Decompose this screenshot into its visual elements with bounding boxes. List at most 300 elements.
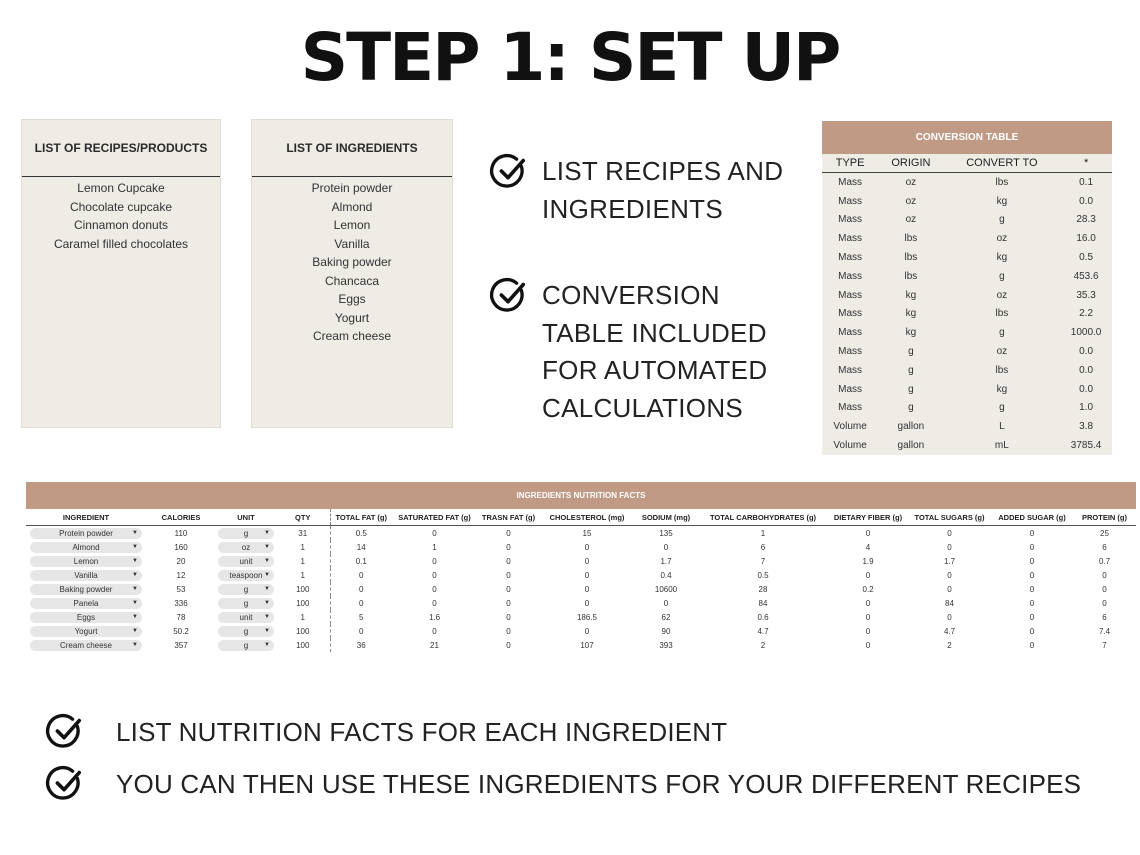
conversion-cell[interactable]: g bbox=[878, 342, 943, 361]
conversion-cell[interactable]: g bbox=[944, 211, 1061, 230]
dropdown-arrow-icon[interactable]: ▼ bbox=[132, 557, 138, 564]
nutrition-cell[interactable]: 90 bbox=[661, 626, 671, 636]
conversion-cell[interactable]: lbs bbox=[944, 305, 1061, 324]
recipes-panel bbox=[21, 119, 221, 428]
nutrition-cell[interactable] bbox=[216, 526, 276, 541]
nutrition-cell[interactable]: 0.5 bbox=[355, 528, 367, 538]
check-circle-icon bbox=[490, 277, 528, 315]
nutrition-header-cell: QTY bbox=[276, 509, 330, 526]
conversion-row bbox=[822, 286, 1112, 305]
ingredient-select[interactable] bbox=[30, 612, 142, 623]
conversion-header-cell: * bbox=[1060, 154, 1112, 173]
nutrition-cell[interactable]: 0 bbox=[584, 598, 590, 608]
nutrition-cell[interactable]: 0 bbox=[1029, 612, 1035, 622]
conversion-cell[interactable]: oz bbox=[878, 173, 943, 192]
check-circle-icon bbox=[46, 713, 84, 751]
ingredient-item[interactable]: Cream cheese bbox=[312, 329, 392, 343]
nutrition-cell[interactable] bbox=[26, 638, 146, 652]
nutrition-cell[interactable]: 100 bbox=[276, 638, 330, 652]
recipes-panel-header: LIST OF RECIPES/PRODUCTS bbox=[22, 120, 220, 177]
nutrition-cell[interactable]: 0 bbox=[1029, 528, 1035, 538]
conversion-cell[interactable]: Mass bbox=[822, 286, 878, 305]
ingredients-list bbox=[252, 177, 452, 346]
ingredient-item[interactable]: Lemon bbox=[333, 218, 371, 232]
feature-2-line-4: CALCULATIONS bbox=[542, 392, 744, 423]
nutrition-cell[interactable]: 1 bbox=[760, 528, 766, 538]
nutrition-cell[interactable]: 0 bbox=[1102, 584, 1107, 594]
nutrition-cell[interactable] bbox=[26, 610, 146, 624]
ingredient-item[interactable]: Eggs bbox=[338, 292, 366, 306]
conversion-cell[interactable]: 0.1 bbox=[1060, 173, 1112, 192]
conversion-cell[interactable]: oz bbox=[944, 229, 1061, 248]
conversion-cell[interactable]: oz bbox=[878, 211, 943, 230]
ingredient-item[interactable]: Almond bbox=[331, 199, 373, 214]
nutrition-cell[interactable]: 0 bbox=[432, 626, 437, 636]
dropdown-arrow-icon[interactable]: ▼ bbox=[132, 641, 138, 648]
nutrition-cell[interactable]: 0 bbox=[584, 570, 590, 580]
conversion-cell[interactable]: 0.0 bbox=[1060, 342, 1112, 361]
nutrition-cell[interactable] bbox=[26, 554, 146, 568]
nutrition-cell[interactable]: 4 bbox=[865, 542, 871, 552]
ingredient-item[interactable]: Vanilla bbox=[334, 236, 370, 251]
conversion-row bbox=[822, 248, 1112, 267]
conversion-cell[interactable]: lbs bbox=[944, 173, 1061, 192]
nutrition-cell[interactable]: 0 bbox=[432, 598, 437, 608]
dropdown-arrow-icon[interactable]: ▼ bbox=[264, 529, 270, 536]
dropdown-arrow-icon[interactable]: ▼ bbox=[264, 627, 270, 634]
nutrition-cell[interactable]: 100 bbox=[276, 624, 330, 638]
feature-2-line-1: CONVERSION bbox=[542, 280, 720, 310]
conversion-row bbox=[822, 305, 1112, 324]
conversion-cell[interactable]: kg bbox=[878, 323, 943, 342]
nutrition-cell[interactable]: 2 bbox=[760, 640, 766, 650]
nutrition-cell[interactable]: 0 bbox=[506, 626, 511, 636]
nutrition-cell[interactable]: 0 bbox=[359, 626, 364, 636]
recipe-item[interactable]: Caramel filled chocolates bbox=[53, 236, 189, 251]
bullet-2-text: YOU CAN THEN USE THESE INGREDIENTS FOR YOUR DIFFERENT RECIPES bbox=[116, 768, 1082, 799]
select-value: Eggs bbox=[76, 612, 96, 622]
select-value: Lemon bbox=[73, 556, 99, 566]
conversion-header-cell: ORIGIN bbox=[878, 154, 943, 173]
conversion-cell[interactable]: kg bbox=[944, 380, 1061, 399]
conversion-cell[interactable]: g bbox=[878, 399, 943, 418]
conversion-cell[interactable]: 3.8 bbox=[1060, 417, 1112, 436]
nutrition-cell[interactable]: 7.4 bbox=[1098, 626, 1111, 636]
conversion-table-title: CONVERSION TABLE bbox=[822, 121, 1112, 154]
feature-conversion-table bbox=[490, 277, 767, 427]
nutrition-cell[interactable]: 21 bbox=[430, 640, 439, 650]
ingredient-select[interactable] bbox=[30, 570, 142, 581]
conversion-cell[interactable]: gallon bbox=[878, 436, 943, 455]
nutrition-cell[interactable]: 0 bbox=[663, 542, 669, 552]
nutrition-cell[interactable]: 1 bbox=[276, 610, 330, 624]
conversion-cell[interactable]: 0.5 bbox=[1060, 248, 1112, 267]
select-value: Cream cheese bbox=[59, 640, 113, 650]
conversion-cell[interactable]: g bbox=[944, 267, 1061, 286]
nutrition-cell[interactable]: 0 bbox=[865, 598, 871, 608]
nutrition-cell[interactable]: 14 bbox=[356, 542, 366, 552]
dropdown-arrow-icon[interactable]: ▼ bbox=[264, 613, 270, 620]
conversion-row bbox=[822, 173, 1112, 192]
conversion-header-cell: TYPE bbox=[822, 154, 878, 173]
nutrition-cell[interactable] bbox=[216, 610, 276, 624]
nutrition-cell[interactable]: 0 bbox=[584, 542, 590, 552]
nutrition-cell[interactable] bbox=[216, 596, 276, 610]
nutrition-header-cell: CHOLESTEROL (mg) bbox=[540, 509, 634, 526]
conversion-row bbox=[822, 361, 1112, 380]
nutrition-cell[interactable]: 1 bbox=[432, 542, 437, 552]
nutrition-cell[interactable]: 84 bbox=[945, 598, 954, 608]
nutrition-cell[interactable]: 5 bbox=[359, 612, 364, 622]
conversion-cell[interactable]: Mass bbox=[822, 267, 878, 286]
ingredient-select[interactable] bbox=[30, 528, 142, 539]
dropdown-arrow-icon[interactable]: ▼ bbox=[264, 543, 270, 550]
nutrition-cell[interactable]: 0 bbox=[1029, 626, 1035, 636]
dropdown-arrow-icon[interactable]: ▼ bbox=[264, 599, 270, 606]
dropdown-arrow-icon[interactable]: ▼ bbox=[132, 529, 138, 536]
nutrition-cell[interactable]: 0.2 bbox=[862, 584, 874, 594]
select-value: Almond bbox=[72, 542, 100, 552]
nutrition-cell[interactable]: 0 bbox=[947, 528, 952, 538]
conversion-cell[interactable]: 1.0 bbox=[1060, 399, 1112, 418]
unit-select[interactable] bbox=[218, 626, 274, 637]
nutrition-cell[interactable]: 0 bbox=[865, 612, 871, 622]
dropdown-arrow-icon[interactable]: ▼ bbox=[132, 543, 138, 550]
nutrition-cell[interactable]: 1.9 bbox=[862, 556, 874, 566]
nutrition-cell[interactable]: 1 bbox=[276, 568, 330, 582]
conversion-cell[interactable]: g bbox=[944, 323, 1061, 342]
nutrition-cell[interactable]: 78 bbox=[176, 612, 186, 622]
nutrition-cell[interactable]: 7 bbox=[1102, 640, 1107, 650]
nutrition-cell[interactable]: 1 bbox=[276, 554, 330, 568]
conversion-cell[interactable]: 3785.4 bbox=[1060, 436, 1112, 455]
ingredients-panel bbox=[251, 119, 453, 428]
nutrition-cell[interactable]: 50.2 bbox=[173, 626, 189, 636]
nutrition-cell[interactable]: 0.4 bbox=[660, 570, 672, 580]
conversion-cell[interactable]: kg bbox=[944, 192, 1061, 211]
recipe-item[interactable]: Chocolate cupcake bbox=[69, 199, 173, 214]
nutrition-cell[interactable]: 0 bbox=[865, 626, 871, 636]
dropdown-arrow-icon[interactable]: ▼ bbox=[132, 613, 138, 620]
select-value: unit bbox=[239, 612, 253, 622]
nutrition-cell[interactable]: 0 bbox=[1029, 556, 1035, 566]
nutrition-cell[interactable]: 0 bbox=[1029, 598, 1035, 608]
conversion-cell[interactable]: mL bbox=[944, 436, 1061, 455]
conversion-cell[interactable]: Mass bbox=[822, 361, 878, 380]
nutrition-cell[interactable]: 0 bbox=[432, 584, 437, 594]
nutrition-cell[interactable]: 0 bbox=[865, 528, 871, 538]
conversion-table bbox=[822, 121, 1112, 452]
nutrition-cell[interactable]: 28 bbox=[758, 584, 768, 594]
nutrition-header-cell: DIETARY FIBER (g) bbox=[828, 509, 908, 526]
dropdown-arrow-icon[interactable]: ▼ bbox=[264, 557, 270, 564]
nutrition-cell[interactable]: 0 bbox=[1029, 640, 1035, 650]
conversion-row bbox=[822, 192, 1112, 211]
unit-select[interactable] bbox=[218, 640, 274, 651]
nutrition-row bbox=[26, 624, 1136, 638]
nutrition-row bbox=[26, 554, 1136, 568]
feature-1-line-1: LIST RECIPES AND bbox=[542, 156, 784, 186]
ingredient-item[interactable]: Chancaca bbox=[324, 273, 380, 288]
conversion-header-cell: CONVERT TO bbox=[944, 154, 1061, 173]
nutrition-table-title: INGREDIENTS NUTRITION FACTS bbox=[26, 482, 1136, 509]
conversion-cell[interactable]: Mass bbox=[822, 248, 878, 267]
conversion-cell[interactable]: 35.3 bbox=[1060, 286, 1112, 305]
nutrition-cell[interactable]: 0 bbox=[506, 598, 511, 608]
unit-select[interactable] bbox=[218, 556, 274, 567]
nutrition-cell[interactable]: 6 bbox=[1102, 612, 1107, 622]
nutrition-row bbox=[26, 638, 1136, 652]
nutrition-cell[interactable]: 0 bbox=[506, 542, 511, 552]
nutrition-cell[interactable]: 20 bbox=[176, 556, 186, 566]
nutrition-cell[interactable] bbox=[26, 582, 146, 596]
dropdown-arrow-icon[interactable]: ▼ bbox=[132, 627, 138, 634]
nutrition-cell[interactable]: 160 bbox=[174, 542, 188, 552]
select-value: Yogurt bbox=[74, 626, 98, 636]
nutrition-cell[interactable]: 0 bbox=[584, 584, 590, 594]
conversion-cell[interactable]: gallon bbox=[878, 417, 943, 436]
nutrition-cell[interactable]: 31 bbox=[276, 526, 330, 541]
conversion-cell[interactable]: 0.0 bbox=[1060, 380, 1112, 399]
nutrition-cell[interactable]: 6 bbox=[760, 542, 766, 552]
conversion-cell[interactable]: oz bbox=[878, 192, 943, 211]
ingredient-select[interactable] bbox=[30, 542, 142, 553]
unit-select[interactable] bbox=[218, 612, 274, 623]
nutrition-cell[interactable]: 0 bbox=[947, 584, 952, 594]
ingredient-select[interactable] bbox=[30, 584, 142, 595]
ingredient-select[interactable] bbox=[30, 640, 142, 651]
ingredient-select[interactable] bbox=[30, 556, 142, 567]
nutrition-cell[interactable] bbox=[216, 554, 276, 568]
nutrition-cell[interactable] bbox=[216, 638, 276, 652]
conversion-cell[interactable]: 1000.0 bbox=[1060, 323, 1112, 342]
recipe-item[interactable]: Lemon Cupcake bbox=[77, 181, 165, 195]
ingredient-item[interactable]: Baking powder bbox=[312, 255, 392, 269]
nutrition-cell[interactable]: 0 bbox=[506, 584, 511, 594]
conversion-cell[interactable]: Mass bbox=[822, 305, 878, 324]
conversion-cell[interactable]: g bbox=[878, 361, 943, 380]
nutrition-cell[interactable]: 10600 bbox=[654, 584, 678, 594]
ingredient-item[interactable]: Protein powder bbox=[311, 181, 393, 195]
nutrition-cell[interactable] bbox=[26, 624, 146, 638]
select-value: Panela bbox=[73, 598, 99, 608]
unit-select[interactable] bbox=[218, 542, 274, 553]
nutrition-cell[interactable]: 110 bbox=[174, 528, 188, 538]
conversion-row bbox=[822, 417, 1112, 436]
nutrition-cell[interactable]: 0.6 bbox=[757, 612, 769, 622]
conversion-cell[interactable]: Mass bbox=[822, 380, 878, 399]
nutrition-cell[interactable]: 186.5 bbox=[576, 612, 598, 622]
nutrition-header-cell: CALORIES bbox=[146, 509, 216, 526]
nutrition-cell[interactable]: 0 bbox=[359, 570, 364, 580]
nutrition-cell[interactable]: 0.5 bbox=[757, 570, 769, 580]
nutrition-cell[interactable]: 0 bbox=[432, 556, 437, 566]
nutrition-cell[interactable] bbox=[216, 540, 276, 554]
nutrition-cell[interactable]: 336 bbox=[174, 598, 188, 608]
select-value: Protein powder bbox=[59, 528, 113, 538]
nutrition-cell[interactable] bbox=[216, 582, 276, 596]
dropdown-arrow-icon[interactable]: ▼ bbox=[264, 585, 270, 592]
nutrition-cell[interactable]: 0 bbox=[1029, 584, 1035, 594]
ingredients-panel-header: LIST OF INGREDIENTS bbox=[252, 120, 452, 177]
unit-select[interactable] bbox=[218, 528, 274, 539]
conversion-cell[interactable]: Mass bbox=[822, 399, 878, 418]
nutrition-cell[interactable]: 0 bbox=[663, 598, 669, 608]
ingredient-select[interactable] bbox=[30, 598, 142, 609]
nutrition-row bbox=[26, 610, 1136, 624]
nutrition-cell[interactable]: 4.7 bbox=[757, 626, 769, 636]
conversion-cell[interactable]: kg bbox=[878, 286, 943, 305]
nutrition-row bbox=[26, 596, 1136, 610]
conversion-cell[interactable]: Mass bbox=[822, 211, 878, 230]
nutrition-cell[interactable]: 0 bbox=[359, 584, 364, 594]
nutrition-header-cell: TOTAL SUGARS (g) bbox=[908, 509, 991, 526]
nutrition-cell[interactable]: 0 bbox=[432, 528, 437, 538]
conversion-cell[interactable]: lbs bbox=[878, 267, 943, 286]
nutrition-cell[interactable] bbox=[216, 568, 276, 582]
conversion-cell[interactable]: oz bbox=[944, 286, 1061, 305]
conversion-cell[interactable]: lbs bbox=[944, 361, 1061, 380]
nutrition-cell[interactable]: 1.7 bbox=[943, 556, 956, 566]
nutrition-cell[interactable]: 0 bbox=[359, 598, 364, 608]
nutrition-cell[interactable]: 0.1 bbox=[355, 556, 367, 566]
nutrition-cell[interactable]: 100 bbox=[276, 596, 330, 610]
conversion-cell[interactable]: Volume bbox=[822, 417, 878, 436]
conversion-cell[interactable]: kg bbox=[944, 248, 1061, 267]
dropdown-arrow-icon[interactable]: ▼ bbox=[132, 599, 138, 606]
nutrition-row bbox=[26, 540, 1136, 554]
conversion-cell[interactable]: 453.6 bbox=[1060, 267, 1112, 286]
nutrition-cell[interactable] bbox=[26, 596, 146, 610]
conversion-row bbox=[822, 229, 1112, 248]
nutrition-cell[interactable] bbox=[26, 526, 146, 541]
nutrition-cell[interactable] bbox=[26, 568, 146, 582]
nutrition-facts-table bbox=[26, 482, 1136, 652]
nutrition-header-cell: TOTAL FAT (g) bbox=[330, 509, 392, 526]
dropdown-arrow-icon[interactable]: ▼ bbox=[264, 571, 270, 578]
nutrition-header-cell: SODIUM (mg) bbox=[634, 509, 698, 526]
conversion-cell[interactable]: 2.2 bbox=[1060, 305, 1112, 324]
nutrition-cell[interactable]: 0 bbox=[1029, 542, 1035, 552]
nutrition-cell[interactable]: 357 bbox=[174, 640, 188, 650]
nutrition-header-cell: PROTEIN (g) bbox=[1073, 509, 1136, 526]
nutrition-cell[interactable]: 0 bbox=[947, 612, 952, 622]
nutrition-cell[interactable]: 0 bbox=[506, 612, 511, 622]
nutrition-row bbox=[26, 568, 1136, 582]
nutrition-cell[interactable]: 0 bbox=[506, 570, 511, 580]
nutrition-cell[interactable]: 0 bbox=[432, 570, 437, 580]
conversion-cell[interactable]: 0.0 bbox=[1060, 192, 1112, 211]
nutrition-cell[interactable]: 0 bbox=[947, 542, 952, 552]
conversion-cell[interactable]: 28.3 bbox=[1060, 211, 1112, 230]
nutrition-cell[interactable]: 15 bbox=[582, 528, 592, 538]
nutrition-cell[interactable]: 100 bbox=[276, 582, 330, 596]
nutrition-header-cell: UNIT bbox=[216, 509, 276, 526]
nutrition-cell[interactable]: 393 bbox=[659, 640, 673, 650]
nutrition-cell[interactable]: 6 bbox=[1102, 542, 1107, 552]
conversion-cell[interactable]: kg bbox=[878, 305, 943, 324]
nutrition-cell[interactable]: 135 bbox=[659, 528, 673, 538]
conversion-cell[interactable]: 0.0 bbox=[1060, 361, 1112, 380]
conversion-cell[interactable]: Mass bbox=[822, 229, 878, 248]
recipe-item[interactable]: Cinnamon donuts bbox=[73, 218, 169, 232]
page-title: STEP 1: SET UP bbox=[300, 19, 840, 96]
nutrition-cell[interactable]: 107 bbox=[580, 640, 594, 650]
nutrition-cell[interactable]: 1.6 bbox=[428, 612, 441, 622]
nutrition-cell[interactable]: 53 bbox=[176, 584, 186, 594]
nutrition-cell[interactable]: 1 bbox=[276, 540, 330, 554]
nutrition-cell[interactable]: 84 bbox=[758, 598, 768, 608]
conversion-cell[interactable]: Mass bbox=[822, 173, 878, 192]
bullet-use-ingredients bbox=[46, 765, 1081, 803]
nutrition-cell[interactable]: 4.7 bbox=[943, 626, 956, 636]
conversion-cell[interactable]: Mass bbox=[822, 192, 878, 211]
conversion-cell[interactable]: oz bbox=[944, 342, 1061, 361]
nutrition-cell[interactable]: 12 bbox=[176, 570, 186, 580]
unit-select[interactable] bbox=[218, 598, 274, 609]
unit-select[interactable] bbox=[218, 570, 274, 581]
dropdown-arrow-icon[interactable]: ▼ bbox=[264, 641, 270, 648]
nutrition-cell[interactable] bbox=[26, 540, 146, 554]
check-circle-icon bbox=[46, 765, 84, 803]
nutrition-cell[interactable]: 25 bbox=[1100, 528, 1109, 538]
conversion-cell[interactable]: lbs bbox=[878, 248, 943, 267]
conversion-cell[interactable]: L bbox=[944, 417, 1061, 436]
conversion-cell[interactable]: 16.0 bbox=[1060, 229, 1112, 248]
nutrition-cell[interactable]: 0 bbox=[1102, 570, 1107, 580]
dropdown-arrow-icon[interactable]: ▼ bbox=[132, 585, 138, 592]
conversion-cell[interactable]: g bbox=[878, 380, 943, 399]
nutrition-cell[interactable] bbox=[216, 624, 276, 638]
select-value: unit bbox=[239, 556, 253, 566]
feature-2-line-3: FOR AUTOMATED bbox=[542, 355, 768, 385]
unit-select[interactable] bbox=[218, 584, 274, 595]
nutrition-cell[interactable]: 0 bbox=[1029, 570, 1035, 580]
nutrition-cell[interactable]: 0 bbox=[1102, 598, 1107, 608]
nutrition-cell[interactable]: 0 bbox=[584, 626, 590, 636]
nutrition-cell[interactable]: 2 bbox=[947, 640, 952, 650]
nutrition-cell[interactable]: 0.7 bbox=[1098, 556, 1111, 566]
nutrition-cell[interactable]: 0 bbox=[506, 556, 511, 566]
ingredient-select[interactable] bbox=[30, 626, 142, 637]
feature-2-line-2: TABLE INCLUDED bbox=[542, 317, 767, 348]
conversion-row bbox=[822, 323, 1112, 342]
feature-list-recipes bbox=[490, 153, 783, 228]
nutrition-cell[interactable]: 7 bbox=[760, 556, 766, 566]
conversion-cell[interactable]: Mass bbox=[822, 342, 878, 361]
bullet-1-text: LIST NUTRITION FACTS FOR EACH INGREDIENT bbox=[116, 716, 728, 747]
nutrition-cell[interactable]: 0 bbox=[506, 640, 511, 650]
ingredient-item[interactable]: Yogurt bbox=[334, 310, 370, 325]
nutrition-cell[interactable]: 1.7 bbox=[660, 556, 672, 566]
conversion-cell[interactable]: lbs bbox=[878, 229, 943, 248]
nutrition-cell[interactable]: 0 bbox=[947, 570, 952, 580]
nutrition-cell[interactable]: 62 bbox=[661, 612, 671, 622]
conversion-cell[interactable]: Mass bbox=[822, 323, 878, 342]
nutrition-cell[interactable]: 0 bbox=[865, 570, 871, 580]
dropdown-arrow-icon[interactable]: ▼ bbox=[132, 571, 138, 578]
conversion-cell[interactable]: g bbox=[944, 399, 1061, 418]
nutrition-cell[interactable]: 0 bbox=[506, 528, 511, 538]
nutrition-cell[interactable]: 0 bbox=[865, 640, 871, 650]
conversion-row bbox=[822, 399, 1112, 418]
feature-1-line-2: INGREDIENTS bbox=[542, 193, 723, 224]
nutrition-cell[interactable]: 36 bbox=[356, 640, 366, 650]
nutrition-header-cell: ADDED SUGAR (g) bbox=[991, 509, 1073, 526]
conversion-cell[interactable]: Volume bbox=[822, 436, 878, 455]
conversion-row bbox=[822, 267, 1112, 286]
nutrition-cell[interactable]: 0 bbox=[584, 556, 590, 566]
